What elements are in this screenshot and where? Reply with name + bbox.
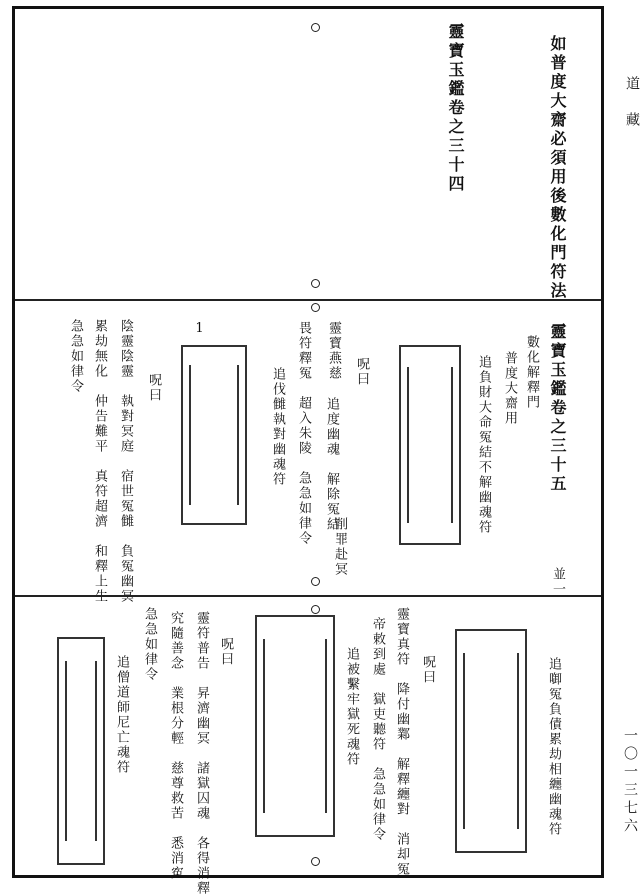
binding-hole bbox=[311, 605, 320, 614]
page-frame bbox=[12, 6, 604, 896]
talisman-title: 追伐雠執對幽魂符 bbox=[270, 367, 285, 487]
incantation-label: 呪曰 bbox=[420, 655, 435, 685]
binding-hole bbox=[311, 23, 320, 32]
heading-column: 如普度大齋必須用後數化門符法 bbox=[548, 35, 567, 301]
incantation-line: 急急如律令 bbox=[68, 319, 83, 394]
talisman-title: 追負財大命冤結不解幽魂符 bbox=[476, 355, 491, 535]
incantation-line: 累劫無化 仲告難平 真符超濟 和釋上生 bbox=[92, 319, 107, 604]
incantation-line: 急急如律令 bbox=[142, 607, 157, 682]
incantation-line: 追度幽魂 解除冤結 bbox=[324, 397, 339, 532]
talisman-seal bbox=[455, 629, 527, 853]
incantation-line: 帝敕到處 獄吏聽符 急急如律令 bbox=[370, 617, 385, 842]
talisman-title: 追啣冤負債累劫相纏幽魂符 bbox=[546, 657, 561, 837]
incantation-line: 陰靈陰靈 執對冥庭 宿世冤雠 負冤幽冥 bbox=[118, 319, 133, 604]
volume-end-title: 靈寶玉鑑卷之三十四 bbox=[446, 23, 465, 194]
talisman-seal bbox=[57, 637, 105, 865]
incantation-line: 削罪赴冥 bbox=[332, 517, 347, 577]
incantation-label: 呪曰 bbox=[218, 637, 233, 667]
panel-2 bbox=[15, 299, 601, 604]
incantation-line: 靈寶真符 降付幽鄴 解釋纏對 消却冤 bbox=[394, 607, 409, 877]
margin-page-number: 一〇一三七六 bbox=[622, 728, 638, 836]
binding-hole bbox=[311, 279, 320, 288]
incantation-line: 究隨善念 業根分輕 慈尊救苦 悉消寃 bbox=[168, 611, 183, 881]
incantation-label: 呪曰 bbox=[354, 357, 369, 387]
mark: 1 bbox=[192, 321, 207, 338]
talisman-seal bbox=[181, 345, 247, 525]
talisman-seal bbox=[255, 615, 335, 837]
talisman-title: 追僧道師尼亡魂符 bbox=[114, 655, 129, 775]
binding-hole bbox=[311, 857, 320, 866]
incantation-line: 靈寶燕慈 bbox=[326, 321, 341, 381]
talisman-seal bbox=[399, 345, 461, 545]
subsection-heading: 普度大齋用 bbox=[502, 351, 517, 426]
panel-1 bbox=[15, 9, 601, 299]
incantation-label: 呪曰 bbox=[146, 373, 161, 403]
binding-hole bbox=[311, 577, 320, 586]
binding-hole bbox=[311, 303, 320, 312]
section-heading: 數化解釋門 bbox=[524, 335, 539, 410]
panel-3 bbox=[15, 595, 601, 896]
talisman-title: 追被繫牢獄死魂符 bbox=[344, 647, 359, 767]
margin-top-label: 道 bbox=[624, 76, 640, 94]
volume-title-end: 並一 bbox=[550, 567, 565, 597]
margin-mid-label: 藏 bbox=[624, 112, 640, 130]
incantation-line: 靈符普告 昇濟幽冥 諸獄囚魂 各得消釋 bbox=[194, 611, 209, 896]
incantation-line: 畏符釋冤 超入朱陵 急急如律令 bbox=[296, 321, 311, 546]
volume-title: 靈寶玉鑑卷之三十五 bbox=[548, 323, 567, 494]
